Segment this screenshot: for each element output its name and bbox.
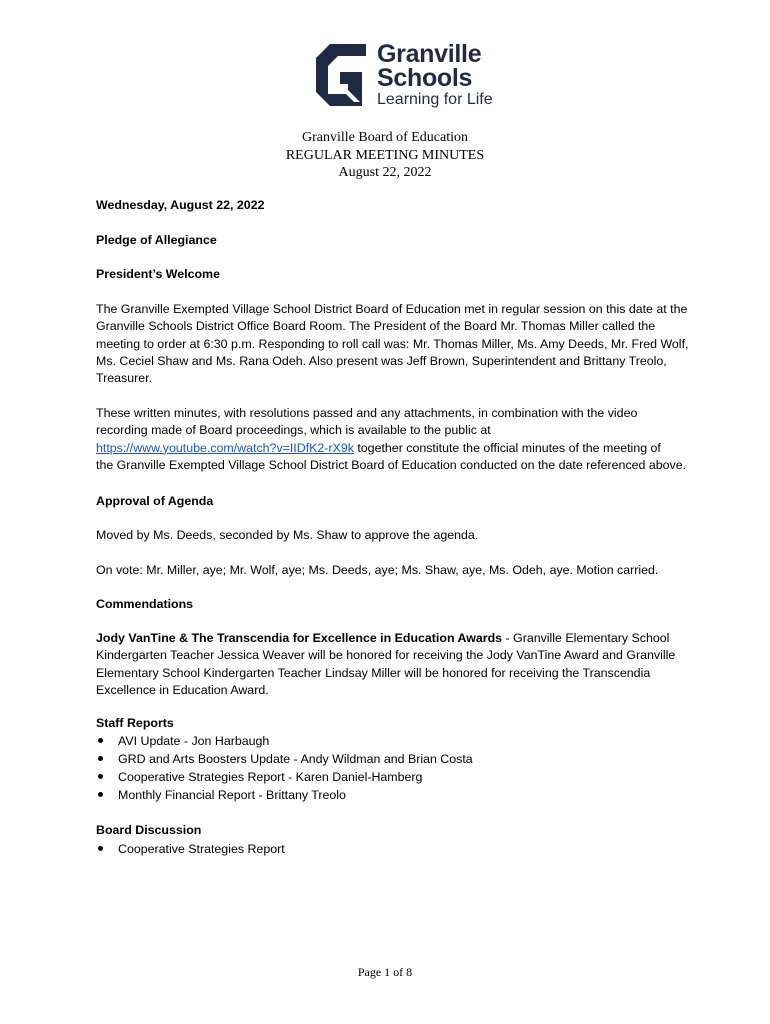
minutes-line-rest: together constitute the official minutes of the meeting of <box>353 440 661 455</box>
minutes-paragraph <box>96 405 716 474</box>
board-title: Granville Board of Education <box>301 130 468 145</box>
list-item: Monthly Financial Report - Brittany Treolo <box>96 786 473 804</box>
commendation-line: Kindergarten Teacher Jessica Weaver will be honored for receiving the Jody VanTine Award and Granville <box>96 648 676 663</box>
commendations-paragraph <box>96 630 716 699</box>
agenda-vote: On vote: Mr. Miller, aye; Mr. Wolf, aye; Ms. Deeds, aye; Ms. Shaw, aye, Ms. Odeh, aye. Motion carried. <box>96 563 659 577</box>
welcome-line: Granville Schools District Office Board Room. The President of the Board Mr. Thomas Miller called the <box>96 319 656 334</box>
minutes-line: the Granville Exempted Village School District Board of Education conducted on the date referenced above. <box>96 457 687 472</box>
welcome-line: Treasurer. <box>96 371 153 386</box>
list-item: Cooperative Strategies Report <box>96 840 285 858</box>
welcome-line: meeting to order at 6:30 p.m. Responding to roll call was: Mr. Thomas Miller, Ms. Amy Deeds, Mr. Fred Wolf, <box>96 336 689 351</box>
board-discussion-list <box>96 840 285 858</box>
award-title: Jody VanTine & The Transcendia for Excellence in Education Awards <box>96 631 503 645</box>
commendation-line: Excellence in Education Award. <box>96 682 269 697</box>
agenda-motion: Moved by Ms. Deeds, seconded by Ms. Shaw to approve the agenda. <box>96 528 479 542</box>
minutes-line <box>96 440 716 457</box>
list-item: GRD and Arts Boosters Update - Andy Wildman and Brian Costa <box>96 750 473 768</box>
board-discussion-heading: Board Discussion <box>96 823 202 837</box>
youtube-recording-link[interactable]: https://www.youtube.com/watch?v=IIDfK2-rX9k <box>96 440 354 455</box>
welcome-paragraph <box>96 301 716 387</box>
page-number: Page 1 of 8 <box>357 965 413 979</box>
logo-name-line2: Schools <box>377 64 473 92</box>
header-date: August 22, 2022 <box>338 165 432 180</box>
staff-reports-list <box>96 732 473 804</box>
award-line-rest: - Granville Elementary School <box>502 631 670 645</box>
welcome-line: Ms. Ceciel Shaw and Ms. Rana Odeh. Also present was Jeff Brown, Superintendent and Brittany Treolo, <box>96 353 667 368</box>
list-item: AVI Update - Jon Harbaugh <box>96 732 473 750</box>
meeting-type-title: REGULAR MEETING MINUTES <box>285 148 485 163</box>
minutes-line: These written minutes, with resolutions passed and any attachments, in combination with the video <box>96 406 638 420</box>
meeting-date-heading: Wednesday, August 22, 2022 <box>96 198 265 212</box>
granville-g-emblem-icon <box>316 44 366 106</box>
pledge-heading: Pledge of Allegiance <box>96 233 217 247</box>
list-item: Cooperative Strategies Report - Karen Daniel-Hamberg <box>96 768 473 786</box>
commendation-line: Elementary School Kindergarten Teacher Lindsay Miller will be honored for receiving the Transcendia <box>96 665 651 680</box>
staff-reports-heading: Staff Reports <box>96 716 174 730</box>
welcome-line: The Granville Exempted Village School District Board of Education met in regular session on this date at the <box>96 302 688 316</box>
logo-tagline: Learning for Life <box>377 91 493 108</box>
welcome-heading: President’s Welcome <box>96 267 220 281</box>
logo-name-line1: Granville <box>377 40 482 68</box>
granville-schools-logo <box>316 42 516 114</box>
agenda-heading: Approval of Agenda <box>96 494 214 508</box>
minutes-line: recording made of Board proceedings, which is available to the public at <box>96 423 491 438</box>
commendation-line <box>96 630 716 647</box>
commendations-heading: Commendations <box>96 597 194 611</box>
